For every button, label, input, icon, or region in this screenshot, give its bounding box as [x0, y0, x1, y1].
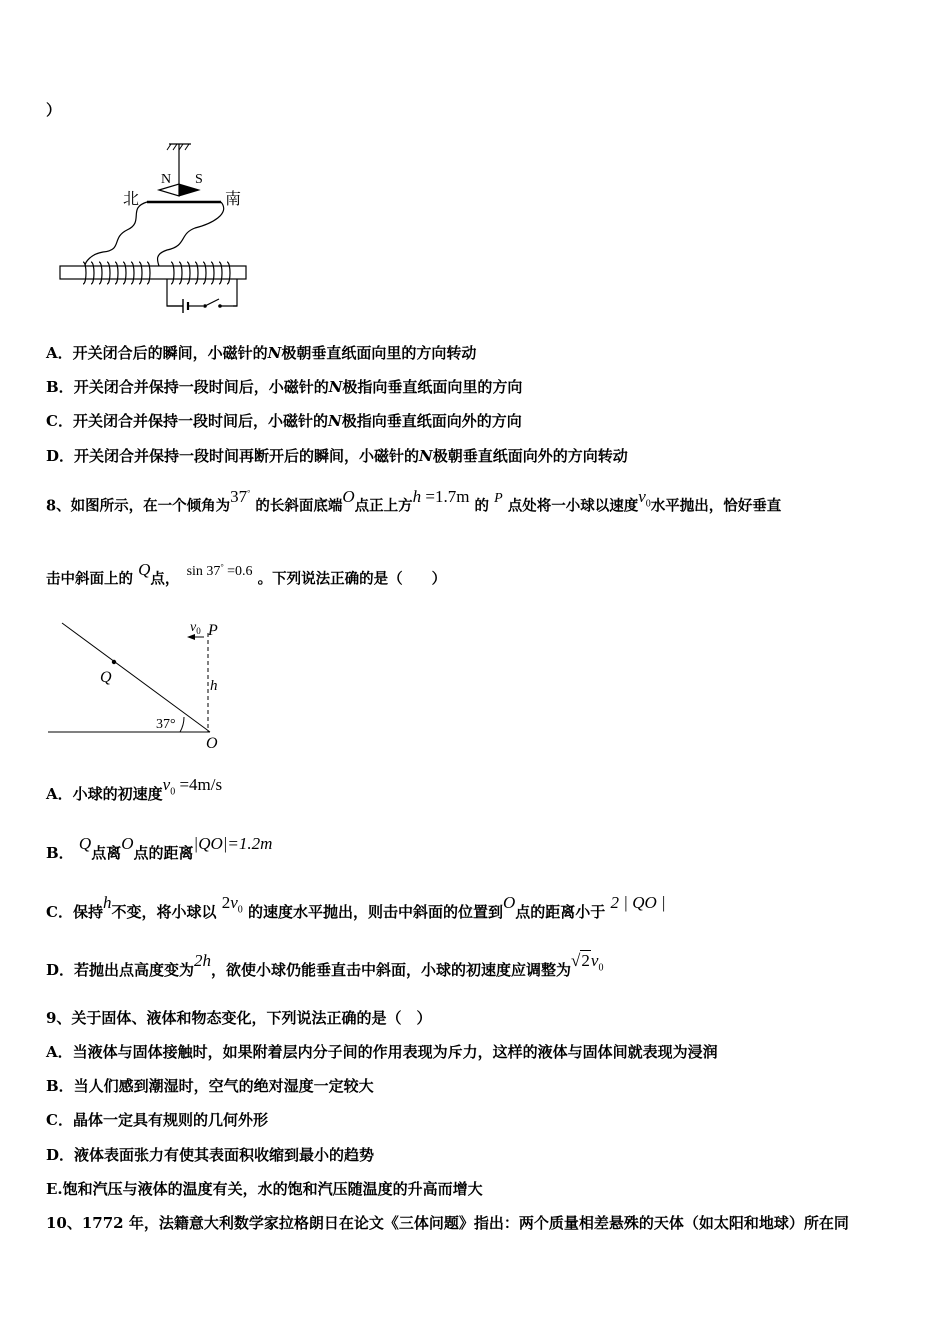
option-label: D．	[46, 447, 75, 465]
q7-option-a[interactable]: A．开关闭合后的瞬间，小磁针的N极朝垂直纸面向里的方向转动	[46, 344, 477, 362]
v0-label: $v_0$	[190, 620, 201, 636]
q8-option-a[interactable]: A．小球的初速度$v_0 =4m/s$	[46, 775, 223, 803]
q8-option-b[interactable]: B． Q点离O点的距离|QO|=1.2m	[46, 834, 273, 862]
h-label: h	[210, 678, 218, 694]
q-label: Q	[100, 669, 112, 686]
n-pole-label: N	[161, 172, 172, 187]
option-label: B．	[46, 844, 74, 862]
option-label: D．	[46, 961, 75, 979]
north-label: 北	[123, 191, 140, 208]
q7-option-d[interactable]: D．开关闭合并保持一段时间再断开后的瞬间，小磁针的N极朝垂直纸面向外的方向转动	[46, 447, 628, 465]
q8-stem-line1: 8、如图所示，在一个倾角为37° 的长斜面底端O点正上方h =1.7m 的 P 点处将一小球以速度$v_0$水平抛出，恰好垂直	[46, 486, 782, 515]
q10-stem: 10、1772 年，法籍意大利数学家拉格朗日在论文《三体问题》指出：两个质量相差悬殊的天体（如太阳和地球）所在同	[46, 1214, 849, 1232]
q7-option-b[interactable]: B．开关闭合并保持一段时间后，小磁针的N极指向垂直纸面向里的方向	[46, 378, 523, 396]
q9-option-d[interactable]: D．液体表面张力有使其表面积收缩到最小的趋势	[46, 1146, 375, 1164]
q9-stem: 9、关于固体、液体和物态变化，下列说法正确的是（ ）	[46, 1009, 432, 1027]
magnet-solenoid-figure	[55, 138, 255, 313]
q9-option-b[interactable]: B．当人们感到潮湿时，空气的绝对湿度一定较大	[46, 1077, 374, 1095]
option-label: A．	[46, 344, 73, 362]
question-continuation: ）	[46, 101, 62, 119]
option-label: A．	[46, 785, 73, 803]
q9-option-a[interactable]: A．当液体与固体接触时，如果附着层内分子间的作用表现为斥力，这样的液体与固体间就表现为浸润	[46, 1043, 718, 1061]
q8-option-c[interactable]: C．保持h不变，将小球以 $2v_0$ 的速度水平抛出，则击中斜面的位置到O点的距离小于 2 | QO |	[46, 893, 666, 921]
s-pole-label: S	[195, 172, 203, 187]
o-label: O	[206, 735, 218, 750]
q9-option-e[interactable]: E.饱和汽压与液体的温度有关，水的饱和汽压随温度的升高而增大	[46, 1180, 483, 1198]
q8-stem-line2: 击中斜面上的 Q点， sin 37° =0.6 。下列说法正确的是（ ）	[46, 559, 447, 588]
incline-figure	[46, 615, 236, 750]
q9-option-c[interactable]: C．晶体一定具有规则的几何外形	[46, 1111, 268, 1129]
option-label: C．	[46, 412, 73, 430]
q8-option-d[interactable]: D．若抛出点高度变为2h，欲使小球仍能垂直击中斜面，小球的初速度应调整为$√2v_0$	[46, 951, 604, 979]
option-label: B．	[46, 378, 74, 396]
option-label: C．	[46, 903, 73, 921]
p-label: P	[208, 622, 218, 639]
angle-label: 37°	[156, 717, 176, 732]
q7-option-c[interactable]: C．开关闭合并保持一段时间后，小磁针的N极指向垂直纸面向外的方向	[46, 412, 522, 430]
south-label: 南	[225, 191, 242, 208]
